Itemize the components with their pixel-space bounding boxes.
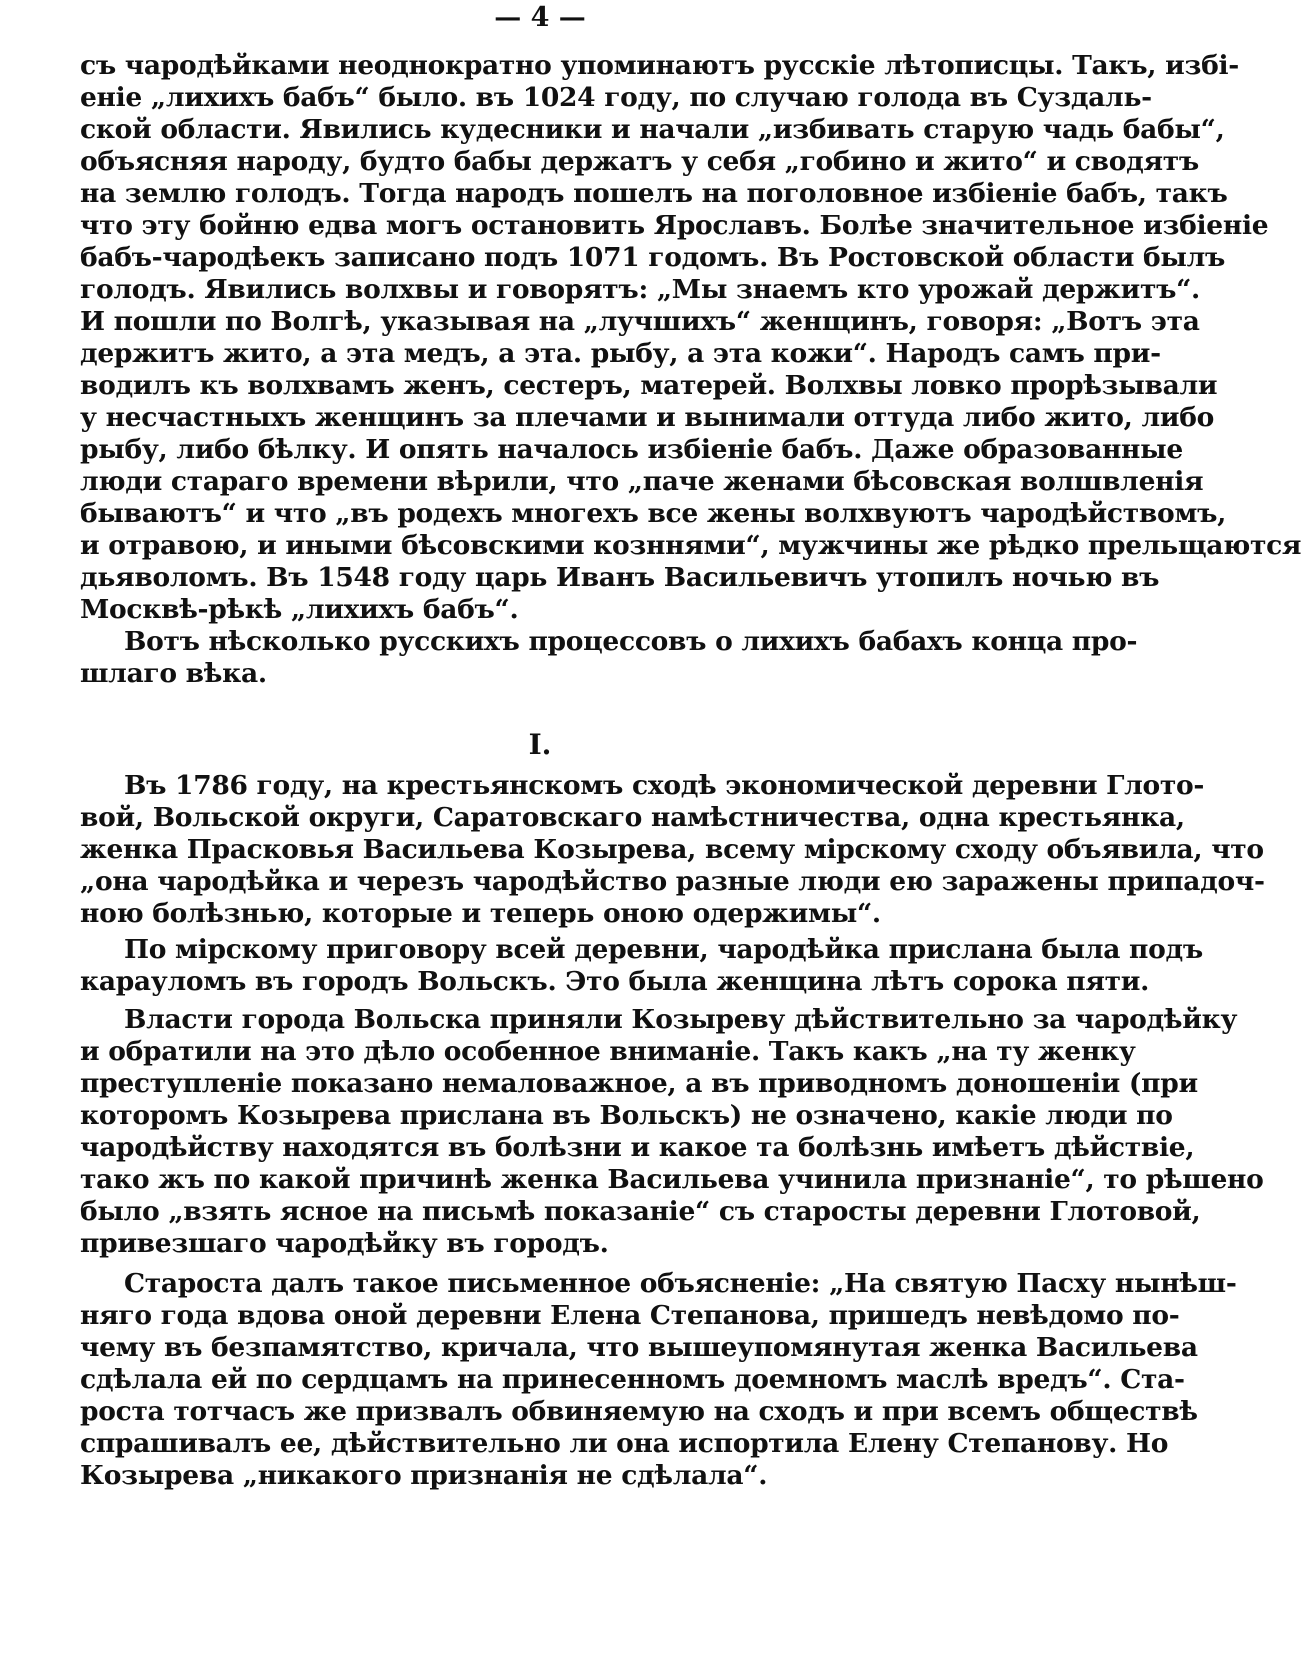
text-line: тако жъ по какой причинѣ женка Васильева учинила признаніе“, то рѣшено [80, 1164, 1264, 1195]
text-line: Староста далъ такое письменное объясненіе: „На святую Пасху нынѣш- [124, 1268, 1237, 1299]
text-line: Власти города Вольска приняли Козыреву дѣйствительно за чародѣйку [124, 1004, 1238, 1035]
text-line: рыбу, либо бѣлку. И опять началось избіеніе бабъ. Даже образованные [80, 434, 1183, 465]
text-line: По мірскому приговору всей деревни, чародѣйка прислана была подъ [124, 934, 1203, 965]
text-line: Москвѣ-рѣкѣ „лихихъ бабъ“. [80, 594, 519, 625]
text-line: ской области. Явились кудесники и начали „избивать старую чадь бабы“, [80, 114, 1225, 145]
text-line: чему въ безпамятство, кричала, что вышеупомянутая женка Васильева [80, 1332, 1198, 1363]
text-line: бываютъ“ и что „въ родехъ многехъ все жены волхвуютъ чародѣйствомъ, [80, 498, 1227, 529]
text-line: которомъ Козырева прислана въ Вольскъ) не означено, какіе люди по [80, 1100, 1173, 1131]
text-line: люди стараго времени вѣрили, что „паче женами бѣсовская волшвленія [80, 466, 1204, 497]
text-line: женка Прасковья Васильева Козырева, всему мірскому сходу объявила, что [80, 834, 1264, 865]
text-line: шлаго вѣка. [80, 658, 267, 689]
text-line: держитъ жито, а эта медъ, а эта. рыбу, а эта кожи“. Народъ самъ при- [80, 338, 1161, 369]
text-line: было „взять ясное на письмѣ показаніе“ съ старосты деревни Глотовой, [80, 1196, 1201, 1227]
text-line: карауломъ въ городъ Вольскъ. Это была женщина лѣтъ сорока пяти. [80, 966, 1150, 997]
text-line: бабъ-чародѣекъ записано подъ 1071 годомъ. Въ Ростовской области былъ [80, 242, 1226, 273]
page-number: — 4 — [494, 2, 586, 33]
text-line: и отравою, и иными бѣсовскими козннями“, мужчины же рѣдко прельщаются [80, 530, 1301, 561]
text-line: водилъ къ волхвамъ женъ, сестеръ, матерей. Волхвы ловко прорѣзывали [80, 370, 1218, 401]
text-line: и обратили на это дѣло особенное вниманіе. Такъ какъ „на ту женку [80, 1036, 1136, 1067]
text-line: Въ 1786 году, на крестьянскомъ сходѣ экономической деревни Глото- [124, 770, 1205, 801]
text-line: объясняя народу, будто бабы держатъ у себя „гобино и жито“ и сводятъ [80, 146, 1199, 177]
text-line: няго года вдова оной деревни Елена Степанова, пришедъ невѣдомо по- [80, 1300, 1180, 1331]
text-line: Козырева „никакого признанія не сдѣлала“. [80, 1460, 768, 1491]
text-line: что эту бойню едва могъ остановить Ярославъ. Болѣе значительное избіеніе [80, 210, 1269, 241]
text-line: голодъ. Явились волхвы и говорятъ: „Мы знаемъ кто урожай держитъ“. [80, 274, 1200, 305]
text-line: еніе „лихихъ бабъ“ было. въ 1024 году, по случаю голода въ Суздаль- [80, 82, 1152, 113]
text-line: вой, Вольской округи, Саратовскаго намѣстничества, одна крестьянка, [80, 802, 1185, 833]
text-line: ною болѣзнью, которые и теперь оною одержимы“. [80, 898, 881, 929]
text-line: привезшаго чародѣйку въ городъ. [80, 1228, 609, 1259]
text-line: И пошли по Волгѣ, указывая на „лучшихъ“ женщинъ, говоря: „Вотъ эта [80, 306, 1200, 337]
text-line: сдѣлала ей по сердцамъ на принесенномъ доемномъ маслѣ вредъ“. Ста- [80, 1364, 1185, 1395]
text-line: съ чародѣйками неоднократно упоминаютъ русскіе лѣтописцы. Такъ, избі- [80, 50, 1239, 81]
text-line: дьяволомъ. Въ 1548 году царь Иванъ Васильевичъ утопилъ ночью въ [80, 562, 1160, 593]
text-line: роста тотчасъ же призвалъ обвиняемую на сходъ и при всемъ обществѣ [80, 1396, 1198, 1427]
text-line: у несчастныхъ женщинъ за плечами и вынимали оттуда либо жито, либо [80, 402, 1214, 433]
text-line: чародѣйству находятся въ болѣзни и какое та болѣзнь имѣетъ дѣйствіе, [80, 1132, 1195, 1163]
text-line: на землю голодъ. Тогда народъ пошелъ на поголовное избіеніе бабъ, такъ [80, 178, 1228, 209]
text-line: Вотъ нѣсколько русскихъ процессовъ о лихихъ бабахъ конца про- [124, 626, 1138, 657]
text-line: спрашивалъ ее, дѣйствительно ли она испортила Елену Степанову. Но [80, 1428, 1169, 1459]
text-line: преступленіе показано немаловажное, а въ приводномъ доношеніи (при [80, 1068, 1198, 1099]
section-heading: I. [528, 728, 552, 761]
text-line: „она чародѣйка и черезъ чародѣйство разные люди ею заражены припадоч- [80, 866, 1265, 897]
